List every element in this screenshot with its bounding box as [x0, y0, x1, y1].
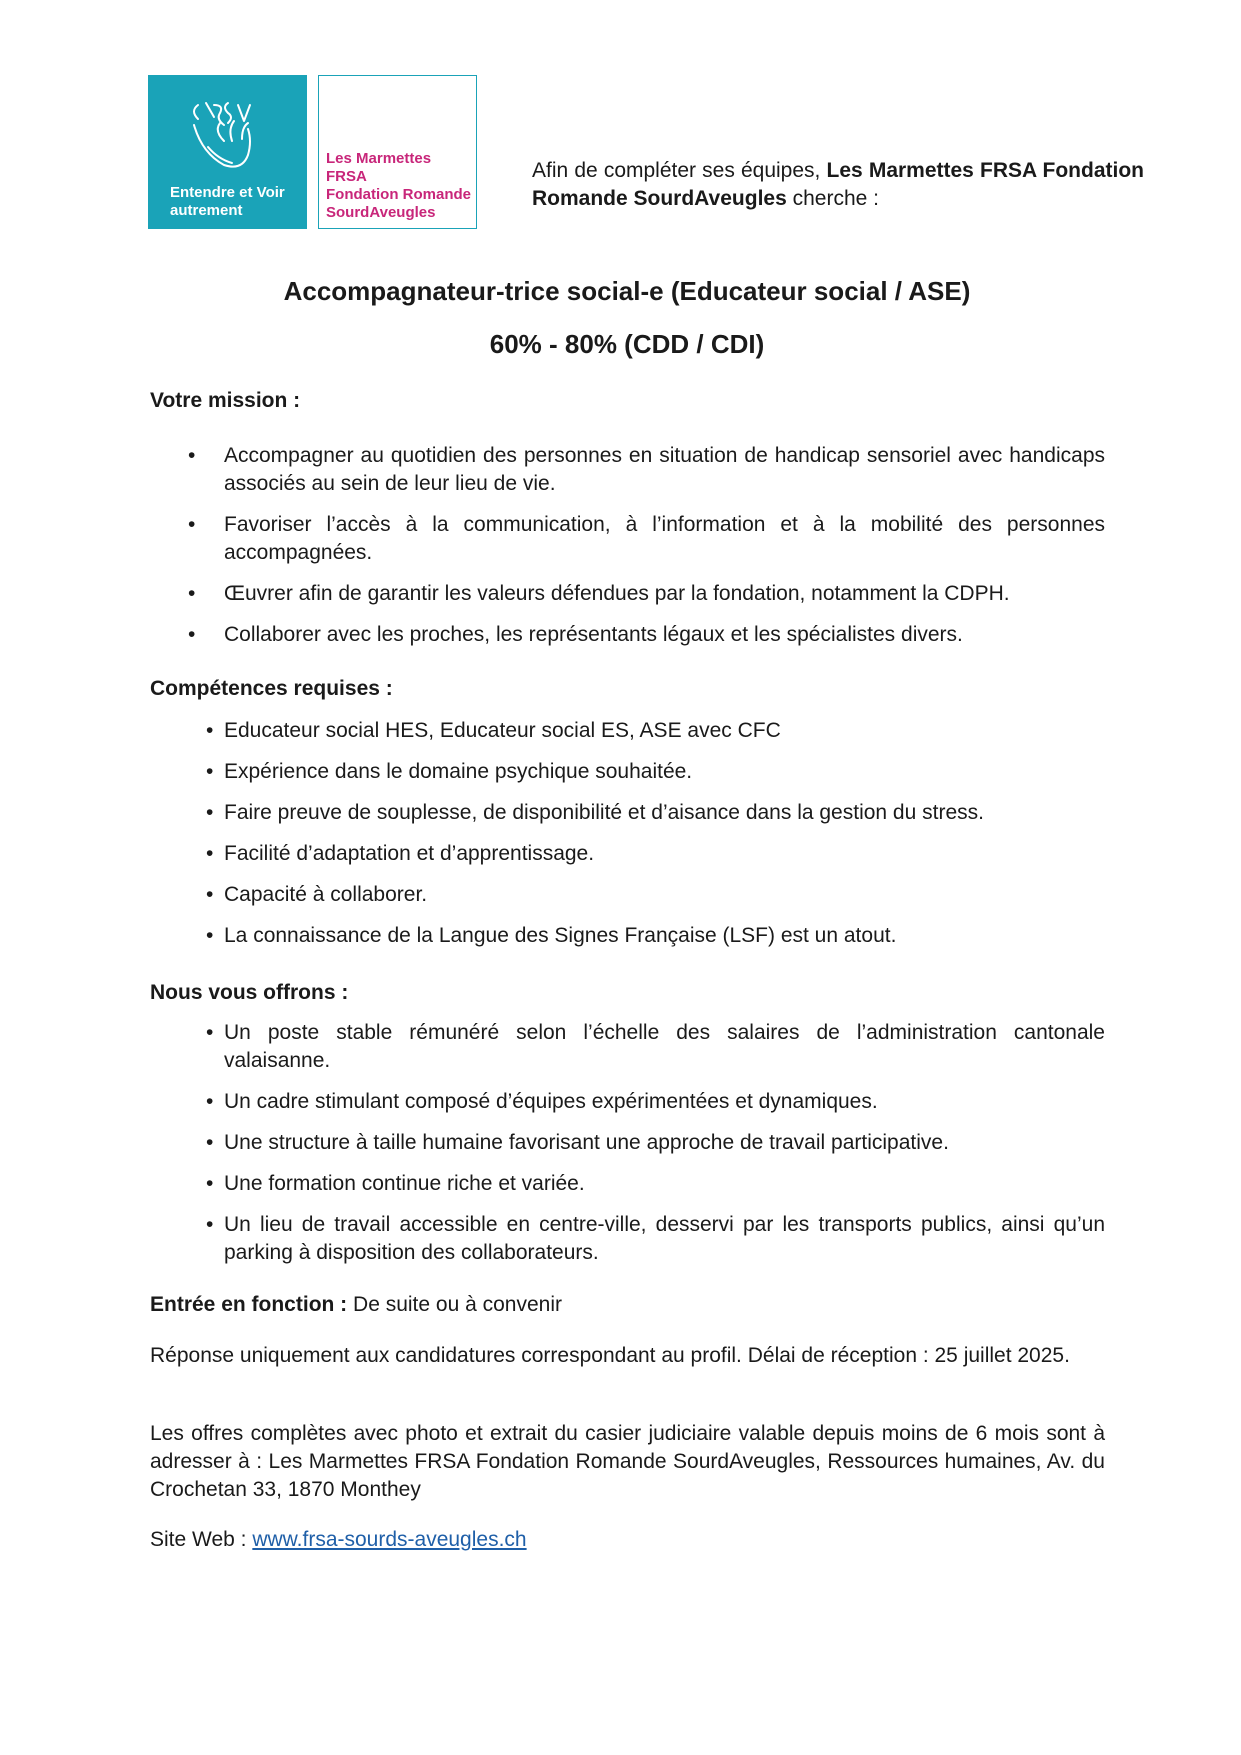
- mission-section: [150, 387, 1105, 415]
- intro-text: Afin de compléter ses équipes, Les Marmettes FRSA Fondation Romande SourdAveugles cherche :: [532, 159, 1144, 210]
- start-value: De suite ou à convenir: [347, 1293, 562, 1316]
- list-item: • Expérience dans le domaine psychique souhaitée.: [150, 758, 1105, 786]
- offer-section: [150, 979, 1105, 1007]
- list-item: • Favoriser l’accès à la communication, à l’information et à la mobilité des personnes accompagnées.: [150, 511, 1105, 567]
- website-link[interactable]: www.frsa-sourds-aveugles.ch: [252, 1528, 527, 1551]
- list-item: • Accompagner au quotidien des personnes en situation de handicap sensoriel avec handicaps associés au sein de leur lieu de vie.: [150, 442, 1105, 498]
- list-item: • Œuvrer afin de garantir les valeurs défendues par la fondation, notamment la CDPH.: [150, 580, 1105, 608]
- mission-heading: Votre mission :: [150, 389, 301, 412]
- website-label: Site Web :: [150, 1528, 253, 1551]
- offer-list: [150, 1019, 1105, 1267]
- logo-tagline: Entendre et Voir autrement: [170, 184, 285, 219]
- website: [150, 1526, 1105, 1554]
- list-item: • Un cadre stimulant composé d’équipes expérimentées et dynamiques.: [150, 1088, 1105, 1116]
- offer-heading: Nous vous offrons :: [150, 981, 349, 1004]
- logo-marmettes: [318, 75, 477, 229]
- job-rate: 60% - 80% (CDD / CDI): [489, 329, 765, 359]
- list-item: • Collaborer avec les proches, les représentants légaux et les spécialistes divers.: [150, 621, 1105, 649]
- list-item: • Faire preuve de souplesse, de disponibilité et d’aisance dans la gestion du stress.: [150, 799, 1105, 827]
- mission-list: [150, 442, 1105, 649]
- list-item: • Capacité à collaborer.: [150, 881, 1105, 909]
- list-item: • Educateur social HES, Educateur social ES, ASE avec CFC: [150, 717, 1105, 745]
- logo-frsa: [148, 75, 307, 229]
- list-item: • Un lieu de travail accessible en centre-ville, desservi par les transports publics, ainsi qu’un parking à disposition des collaborateurs.: [150, 1211, 1105, 1267]
- skills-list: [150, 717, 1105, 950]
- organization-name: Les Marmettes FRSA Fondation Romande SourdAveugles: [532, 159, 1144, 210]
- application-text: Les offres complètes avec photo et extrait du casier judiciaire valable depuis moins de 6 mois sont à adresser à : Les Marmettes FRSA Fondation Romande SourdAveugles, Ressources humaines, Av. du Crochetan 33, 1870 Monthey: [150, 1422, 1105, 1501]
- skills-section: [150, 675, 1105, 703]
- start-label: Entrée en fonction :: [150, 1293, 348, 1316]
- list-item: • La connaissance de la Langue des Signes Française (LSF) est un atout.: [150, 922, 1105, 950]
- skills-heading: Compétences requises :: [150, 677, 393, 700]
- job-title: Accompagnateur-trice social-e (Educateur social / ASE): [283, 276, 971, 306]
- logo-name: Les Marmettes FRSA Fondation Romande SourdAveugles: [326, 150, 471, 221]
- response-text: Réponse uniquement aux candidatures correspondant au profil. Délai de réception : 25 juillet 2025.: [150, 1344, 1070, 1367]
- list-item: • Une formation continue riche et variée.: [150, 1170, 1105, 1198]
- list-item: • Une structure à taille humaine favorisant une approche de travail participative.: [150, 1129, 1105, 1157]
- start-date: [150, 1291, 1105, 1319]
- hands-icon: [178, 95, 278, 180]
- list-item: • Facilité d’adaptation et d’apprentissage.: [150, 840, 1105, 868]
- list-item: • Un poste stable rémunéré selon l’échelle des salaires de l’administration cantonale valaisanne.: [150, 1019, 1105, 1075]
